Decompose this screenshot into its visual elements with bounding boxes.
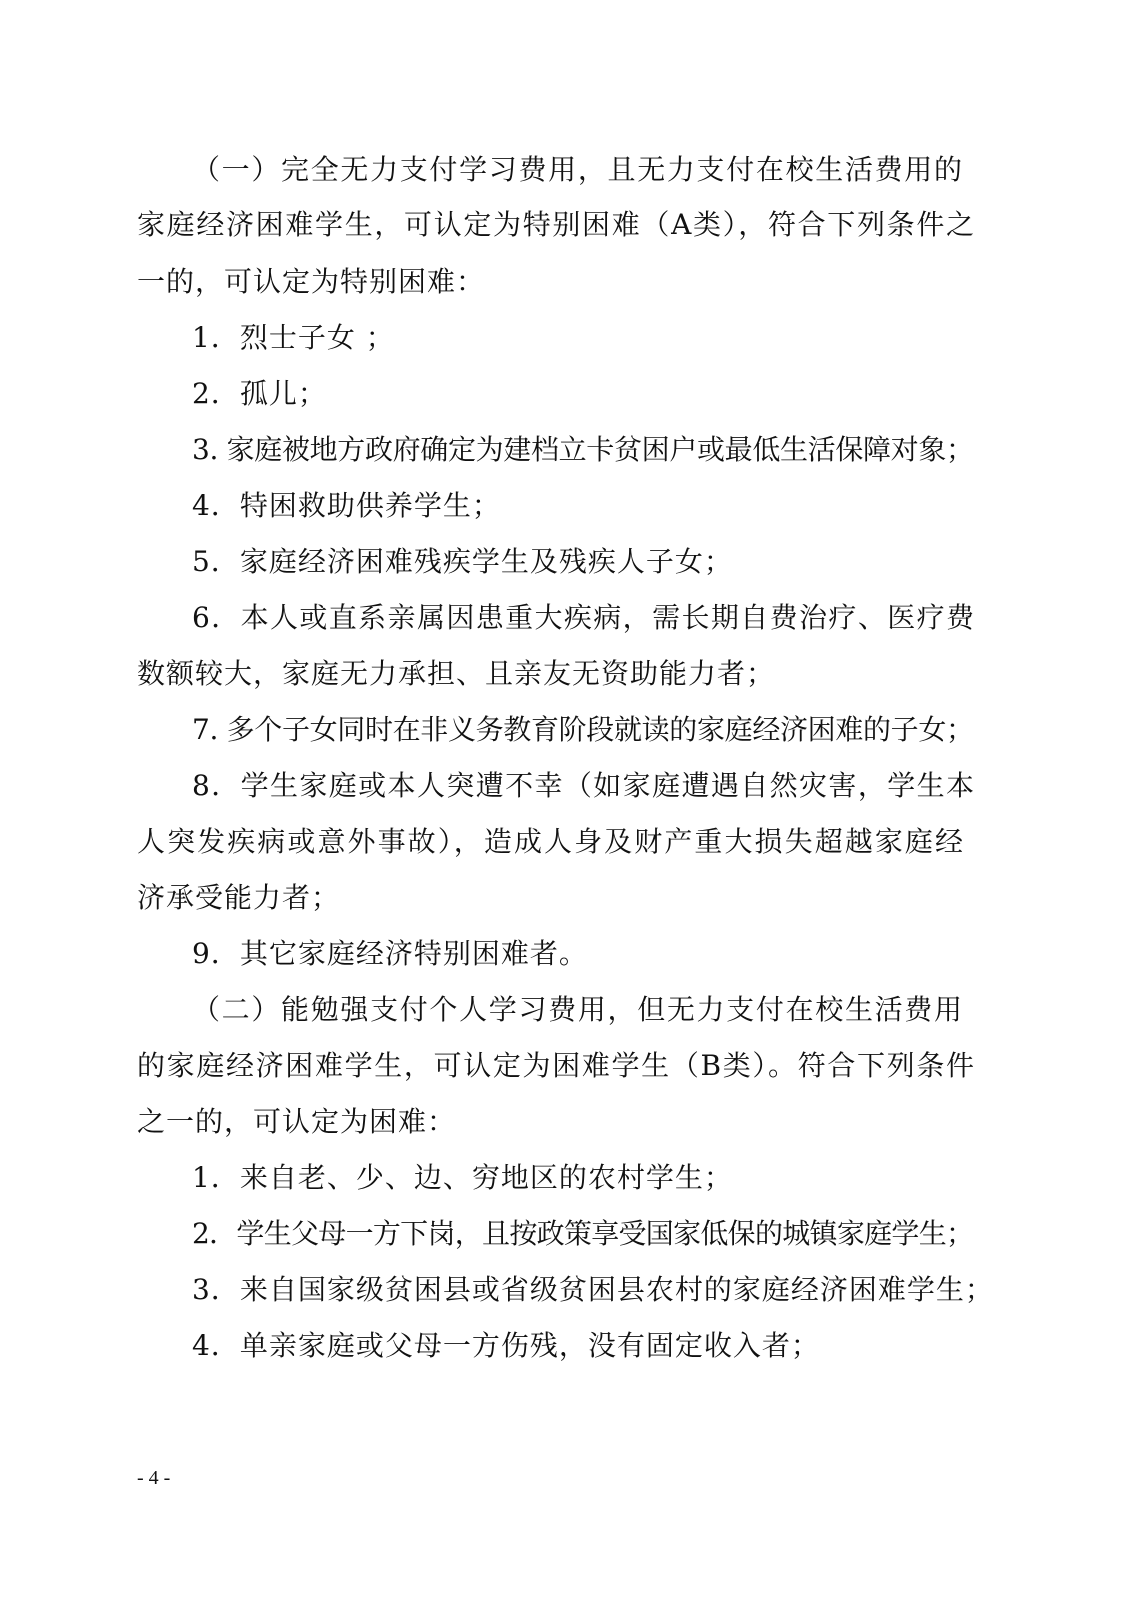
text-line bbox=[0, 430, 1131, 470]
text-line-content: 4．特困救助供养学生； bbox=[192, 489, 501, 522]
text-line bbox=[0, 1214, 1131, 1254]
text-line-content: 家庭经济困难学生，可认定为特别困难（A类），符合下列条件之 bbox=[137, 208, 976, 241]
text-line-content: 9．其它家庭经济特别困难者。 bbox=[192, 937, 588, 970]
text-line-content: 7. 多个子女同时在非义务教育阶段就读的家庭经济困难的子女； bbox=[192, 713, 974, 746]
text-line bbox=[0, 205, 1131, 245]
text-line bbox=[0, 1046, 1131, 1086]
text-line-content: 2．孤儿； bbox=[192, 377, 327, 410]
text-line-content: 之一的，可认定为困难： bbox=[137, 1105, 457, 1138]
text-line bbox=[0, 262, 1131, 302]
text-line-content: 济承受能力者； bbox=[137, 881, 341, 914]
text-line bbox=[0, 486, 1131, 526]
text-line bbox=[0, 766, 1131, 806]
text-line-content: 人突发疾病或意外事故），造成人身及财产重大损失超越家庭经 bbox=[137, 825, 966, 858]
text-line bbox=[0, 1270, 1131, 1310]
text-line-content: 3. 家庭被地方政府确定为建档立卡贫困户或最低生活保障对象； bbox=[192, 433, 974, 466]
page-number: - 4 - bbox=[137, 1467, 171, 1489]
text-line-content: 3．来自国家级贫困县或省级贫困县农村的家庭经济困难学生； bbox=[192, 1273, 994, 1306]
text-line bbox=[0, 598, 1131, 638]
text-line-content: 的家庭经济困难学生，可认定为困难学生（B类）。符合下列条件 bbox=[137, 1049, 976, 1082]
text-line bbox=[0, 990, 1131, 1030]
text-line-content: 1．烈士子女 ； bbox=[192, 321, 395, 354]
text-line-content: （二）能勉强支付个人学习费用，但无力支付在校生活费用 bbox=[192, 993, 964, 1026]
text-line bbox=[0, 150, 1131, 190]
text-line bbox=[0, 878, 1131, 918]
text-line-content: 1．来自老、少、边、穷地区的农村学生； bbox=[192, 1161, 733, 1194]
text-line-content: 2．学生父母一方下岗，且按政策享受国家低保的城镇家庭学生； bbox=[192, 1217, 974, 1250]
text-line bbox=[0, 1102, 1131, 1142]
text-line-content: 4．单亲家庭或父母一方伤残，没有固定收入者； bbox=[192, 1329, 820, 1362]
text-line-content: 8．学生家庭或本人突遭不幸（如家庭遭遇自然灾害，学生本 bbox=[192, 769, 976, 802]
text-line bbox=[0, 1158, 1131, 1198]
text-line bbox=[0, 542, 1131, 582]
text-line bbox=[0, 822, 1131, 862]
text-line bbox=[0, 1326, 1131, 1366]
text-line-content: 数额较大，家庭无力承担、且亲友无资助能力者； bbox=[137, 657, 776, 690]
text-line bbox=[0, 374, 1131, 414]
text-line bbox=[0, 318, 1131, 358]
text-line-content: 6．本人或直系亲属因患重大疾病，需长期自费治疗、医疗费 bbox=[192, 601, 976, 634]
text-line-content: （一）完全无力支付学习费用，且无力支付在校生活费用的 bbox=[192, 153, 964, 186]
text-line bbox=[0, 654, 1131, 694]
text-line-content: 一的，可认定为特别困难： bbox=[137, 265, 486, 298]
text-line bbox=[0, 934, 1131, 974]
text-line-content: 5．家庭经济困难残疾学生及残疾人子女； bbox=[192, 545, 733, 578]
text-line bbox=[0, 710, 1131, 750]
